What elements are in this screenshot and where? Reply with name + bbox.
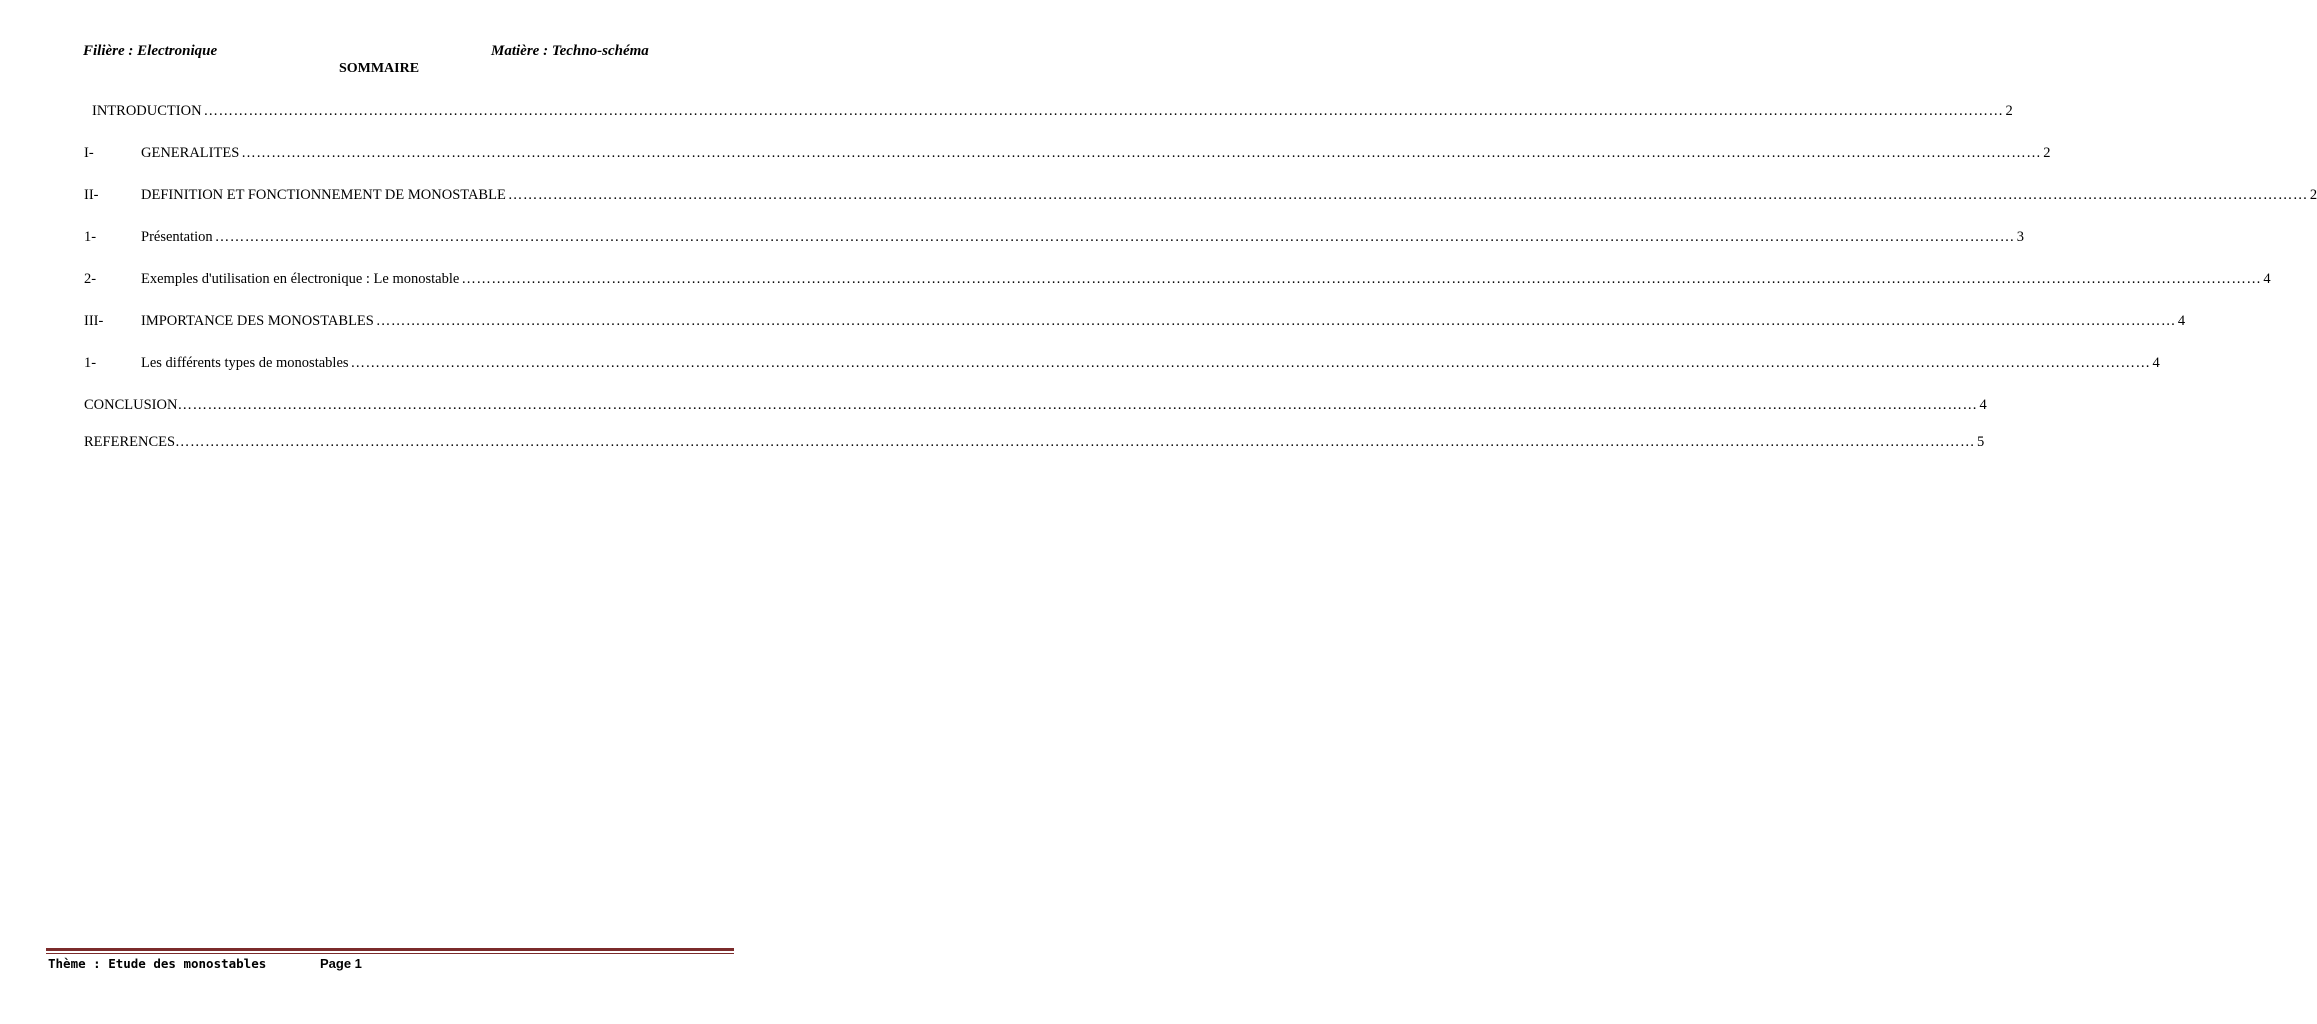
toc-dot-leader: ……………………………………………………………………………………………………………………………………………………………………………………………………………………………………………………………………………………………………………………………… (203, 103, 2004, 119)
header-matiere: Matière : Techno-schéma (491, 43, 649, 59)
toc-page-number: 4 (2177, 313, 2186, 329)
toc-label: GENERALITES (141, 145, 240, 161)
toc-entry-introduction[interactable] (84, 103, 2013, 120)
toc-entry-generalites[interactable] (84, 145, 2051, 162)
toc-dot-leader: ……………………………………………………………………………………………………………………………………………………………………………………………………………………………………………………………………………………………………………………………… (214, 229, 2015, 245)
footer-page-number: Page 1 (320, 956, 362, 971)
toc-label: Exemples d'utilisation en électronique : Le monostable (141, 271, 460, 287)
toc-number: I- (84, 145, 94, 161)
toc-dot-leader: ……………………………………………………………………………………………………………………………………………………………………………………………………………………………………………………………………………………………………………………………… (375, 313, 2176, 329)
toc-label: Présentation (141, 229, 213, 245)
toc-number: III- (84, 313, 104, 329)
toc-dot-leader: ……………………………………………………………………………………………………………………………………………………………………………………………………………………………………………………………………………………………………………………………… (241, 145, 2042, 161)
toc-entry-types[interactable] (84, 355, 2160, 372)
footer-divider-thick (46, 948, 734, 951)
toc-dot-leader: ……………………………………………………………………………………………………………………………………………………………………………………………………………………………………………………………………………………………………………………………… (177, 397, 1978, 413)
toc-number: 2- (84, 271, 97, 287)
page-title: SOMMAIRE (338, 61, 420, 76)
toc-page-number: 5 (1977, 434, 1985, 450)
toc-dot-leader: ……………………………………………………………………………………………………………………………………………………………………………………………………………………………………………………………………………………………………………………………… (350, 355, 2151, 371)
toc-label: DEFINITION ET FONCTIONNEMENT DE MONOSTABLE (141, 187, 506, 203)
toc-page-number: 2 (2309, 187, 2317, 203)
toc-dot-leader: ……………………………………………………………………………………………………………………………………………………………………………………………………………………………………………………………………………………………………………………………… (461, 271, 2262, 287)
toc-page-number: 4 (1979, 397, 1987, 413)
toc-page-number: 2 (2043, 145, 2051, 161)
toc-label: REFERENCES (84, 434, 176, 450)
toc-number: 1- (84, 229, 97, 245)
toc-label: INTRODUCTION (92, 103, 202, 119)
toc-dot-leader: ……………………………………………………………………………………………………………………………………………………………………………………………………………………………………………………………………………………………………………………………… (507, 187, 2308, 203)
toc-page-number: 4 (2263, 271, 2271, 287)
toc-entry-conclusion[interactable] (84, 397, 1987, 414)
toc-entry-importance[interactable] (84, 313, 2186, 330)
toc-entry-presentation[interactable] (84, 229, 2024, 246)
toc-page-number: 3 (2016, 229, 2024, 245)
toc-number: 1- (84, 355, 97, 371)
footer-theme: Thème : Etude des monostables (48, 956, 267, 971)
toc-number: II- (84, 187, 99, 203)
header-filiere: Filière : Electronique (83, 43, 218, 59)
toc-label: Les différents types de monostables (141, 355, 349, 371)
toc-entry-references[interactable] (84, 434, 1985, 451)
toc-label: CONCLUSION (84, 397, 178, 413)
toc-page-number: 4 (2152, 355, 2160, 371)
toc-entry-definition[interactable] (84, 187, 2317, 204)
footer-divider-thin (46, 953, 734, 954)
toc-label: IMPORTANCE DES MONOSTABLES (141, 313, 374, 329)
toc-entry-exemples[interactable] (84, 271, 2271, 288)
toc-page-number: 2 (2005, 103, 2013, 119)
toc-dot-leader: ……………………………………………………………………………………………………………………………………………………………………………………………………………………………………………………………………………………………………………………………… (175, 434, 1976, 450)
